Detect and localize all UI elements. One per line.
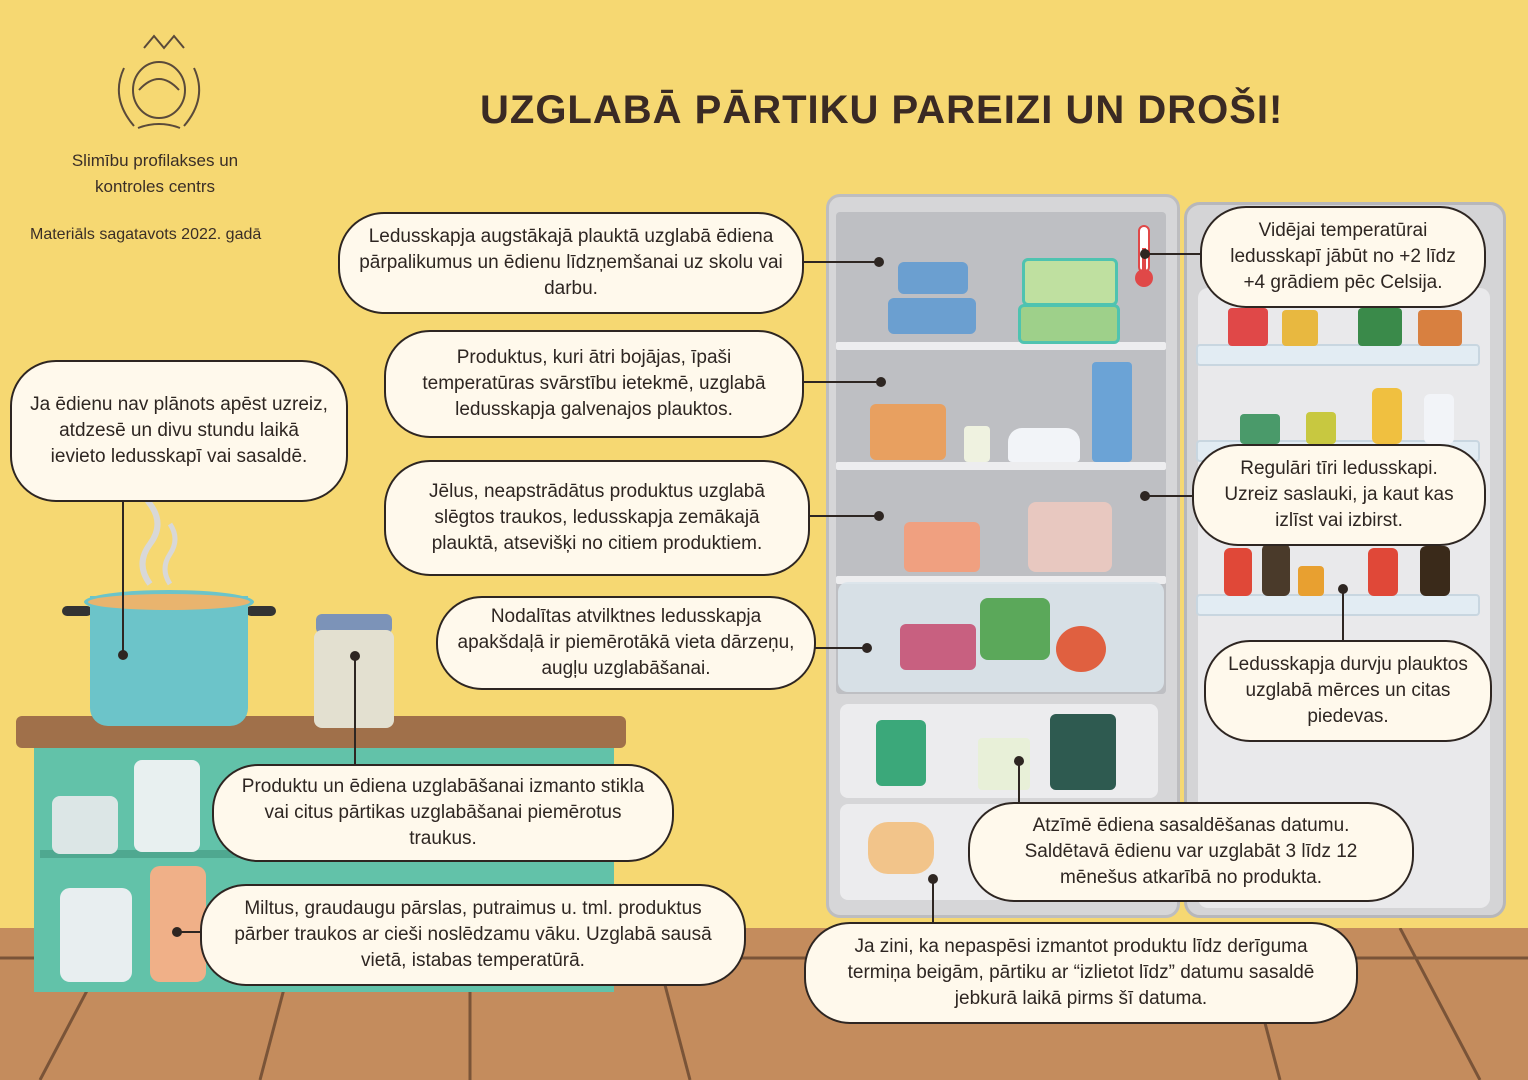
tomatoes	[1056, 626, 1106, 672]
jam-jar	[1228, 308, 1268, 346]
connector-line	[354, 656, 356, 764]
berries	[900, 624, 976, 670]
connector-line	[800, 261, 878, 263]
pot-icon	[90, 596, 248, 726]
milk-carton	[1092, 362, 1132, 462]
prepared-note: Materiāls sagatavots 2022. gadā	[30, 226, 262, 243]
eggs	[870, 404, 946, 460]
org-line-2: kontroles centrs	[95, 177, 215, 196]
raw-fish	[904, 522, 980, 572]
bubble-drawers: Nodalītas atvilktnes ledusskapja apakšdaļā ir piemērotākā vieta dārzeņu, augļu uzglabāšanai.	[436, 596, 816, 690]
connector-line	[1144, 495, 1196, 497]
connector-dot	[1140, 249, 1150, 259]
bubble-freezing-date: Atzīmē ēdiena sasaldēšanas datumu. Saldētavā ēdienu var uzglabāt 3 līdz 12 mēnešus atkarībā no produkta.	[968, 802, 1414, 902]
bubble-cooling: Ja ēdienu nav plānots apēst uzreiz, atdzesē un divu stundu laikā ievieto ledusskapī vai sasaldē.	[10, 360, 348, 502]
fridge-shelf-2	[836, 462, 1166, 470]
door-shelf-3	[1196, 594, 1480, 616]
bubble-door-shelves: Ledusskapja durvju plauktos uzglabā mērces un citas piedevas.	[1204, 640, 1492, 742]
pot-handle-left	[62, 606, 92, 616]
food-container	[898, 262, 968, 294]
jam-jar	[1358, 308, 1402, 346]
connector-dot	[876, 377, 886, 387]
page-title: UZGLABĀ PĀRTIKU PAREIZI UN DROŠI!	[480, 88, 1284, 132]
bubble-temperature: Vidējai temperatūrai ledusskapī jābūt no +2 līdz +4 grādiem pēc Celsija.	[1200, 206, 1486, 308]
connector-dot	[172, 927, 182, 937]
oil-bottle	[1306, 412, 1336, 444]
bubble-raw-products: Jēlus, neapstrādātus produktus uzglabā slēgtos traukos, ledusskapja zemākajā plauktā, atsevišķi no citiem produktiem.	[384, 460, 810, 576]
connector-dot	[350, 651, 360, 661]
connector-line	[932, 878, 934, 924]
bubble-containers: Produktu un ēdiena uzglabāšanai izmanto stikla vai citus pārtikas uzglabāšanai piemērotus traukus.	[212, 764, 674, 862]
organization-name	[40, 148, 270, 200]
soy-sauce-bottle	[1420, 546, 1450, 596]
mustard-jar	[1298, 566, 1324, 596]
org-line-1: Slimību profilakses un	[71, 151, 239, 170]
bubble-top-shelf: Ledusskapja augstākajā plauktā uzglabā ēdiena pārpalikumus un ēdienu līdzņemšanai uz skolu vai darbu.	[338, 212, 804, 314]
bubble-dry-storage: Miltus, graudaugu pārslas, putraimus u. tml. produktus pārber traukos ar cieši noslēdzamu vāku. Uzglabā sausā vietā, istabas temperatūrā.	[200, 884, 746, 986]
sauce-bottle	[1368, 548, 1398, 596]
sauce-bottle	[1224, 548, 1252, 596]
salad-container	[1022, 258, 1118, 306]
connector-dot	[1338, 584, 1348, 594]
greens	[980, 598, 1050, 660]
bubble-main-shelves: Produktus, kuri ātri bojājas, īpaši temperatūras svārstību ietekmē, uzglabā ledusskapja galvenajos plauktos.	[384, 330, 804, 438]
coat-of-arms-icon	[104, 28, 214, 138]
frozen-broccoli	[1050, 714, 1116, 790]
connector-line	[1144, 253, 1204, 255]
connector-dot	[1140, 491, 1150, 501]
jar-beans	[52, 796, 118, 854]
frozen-chicken	[868, 822, 934, 874]
connector-line	[1018, 760, 1020, 806]
pickles-jar	[1240, 414, 1280, 444]
pot-handle-right	[246, 606, 276, 616]
door-shelf-1	[1196, 344, 1480, 366]
connector-dot	[928, 874, 938, 884]
connector-line	[122, 496, 124, 654]
raw-meat	[1028, 502, 1112, 572]
frozen-berries	[876, 720, 926, 786]
jam-jar	[1418, 310, 1462, 346]
sauce-bottle	[1262, 544, 1290, 596]
connector-dot	[118, 650, 128, 660]
yogurt	[964, 426, 990, 462]
jar-pasta	[150, 866, 206, 982]
connector-dot	[862, 643, 872, 653]
jar-rice	[60, 888, 132, 982]
connector-dot	[874, 257, 884, 267]
butter-dish	[1008, 428, 1080, 462]
oil-bottle	[1372, 388, 1402, 444]
water-bottle	[1424, 394, 1454, 444]
connector-line	[800, 381, 878, 383]
bubble-cleaning: Regulāri tīri ledusskapi. Uzreiz saslauki, ja kaut kas izlīst vai izbirst.	[1192, 444, 1486, 546]
connector-dot	[874, 511, 884, 521]
food-container	[888, 298, 976, 334]
connector-dot	[1014, 756, 1024, 766]
bubble-use-by: Ja zini, ka nepaspēsi izmantot produktu līdz derīguma termiņa beigām, pārtiku ar “izlietot līdz” datumu sasaldē jebkurā laikā pirms šī datuma.	[804, 922, 1358, 1024]
connector-line	[1342, 588, 1344, 644]
jam-jar	[1282, 310, 1318, 346]
connector-line	[800, 515, 878, 517]
salad-container	[1018, 304, 1120, 344]
jar-sugar	[134, 760, 200, 852]
